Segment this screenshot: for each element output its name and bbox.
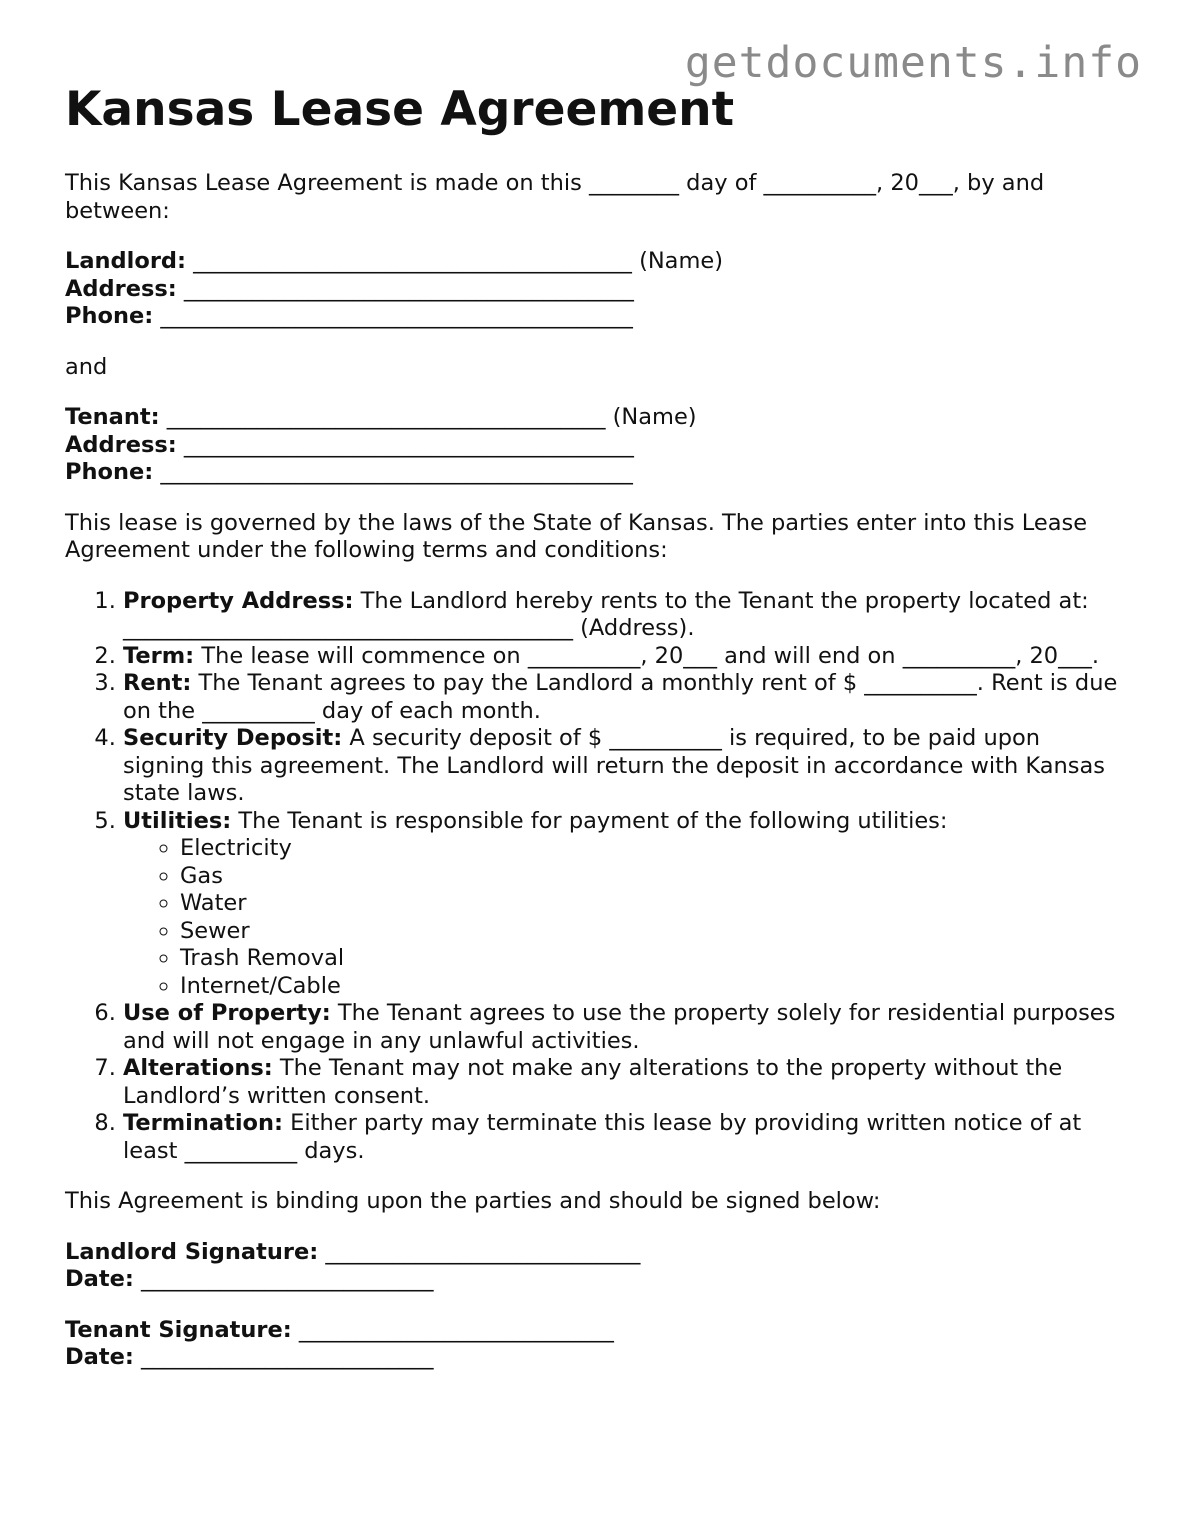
document-page bbox=[65, 80, 1125, 1395]
term-text: The Tenant agrees to pay the Landlord a monthly rent of $ __________. Rent is due on the __________ day of each month. bbox=[123, 670, 1118, 724]
term-item-rent bbox=[123, 670, 1125, 725]
landlord-signature-field: ____________________________ bbox=[318, 1238, 641, 1265]
tenant-address-line bbox=[65, 432, 1125, 460]
term-label: Security Deposit: bbox=[123, 725, 343, 751]
landlord-signature-label: Landlord Signature: bbox=[65, 1238, 319, 1265]
term-item-use-of-property bbox=[123, 1000, 1125, 1055]
intro-paragraph: This Kansas Lease Agreement is made on this ________ day of __________, 20___, by and between: bbox=[65, 170, 1045, 224]
tenant-date-label: Date: bbox=[65, 1344, 134, 1370]
landlord-address-field: ________________________________________ bbox=[176, 275, 634, 302]
term-label: Property Address: bbox=[123, 587, 354, 614]
landlord-address-label: Address: bbox=[65, 275, 177, 302]
utilities-list bbox=[123, 835, 1125, 1000]
term-item-security-deposit bbox=[123, 725, 1125, 808]
term-text: The Tenant is responsible for payment of the following utilities: bbox=[231, 807, 948, 834]
tenant-name-line bbox=[65, 404, 1125, 432]
tenant-phone-line bbox=[65, 459, 1125, 487]
landlord-name-label: Landlord: bbox=[65, 248, 187, 274]
governed-paragraph: This lease is governed by the laws of the State of Kansas. The parties enter into this Lease Agreement under the following terms and conditions: bbox=[65, 509, 1088, 563]
landlord-signature-line bbox=[65, 1239, 1125, 1267]
tenant-date-field: __________________________ bbox=[133, 1344, 434, 1370]
term-label: Term: bbox=[123, 642, 195, 669]
utility-item: ◦ Trash Removal bbox=[180, 945, 1125, 973]
utility-item: ◦ Gas bbox=[180, 863, 1125, 891]
term-text: The Landlord hereby rents to the Tenant the property located at: ________________________________________ (Address). bbox=[123, 587, 1089, 641]
document-title: Kansas Lease Agreement bbox=[65, 82, 735, 137]
tenant-address-field: ________________________________________ bbox=[176, 431, 634, 458]
term-item-property-address bbox=[123, 588, 1125, 643]
landlord-signature-block bbox=[65, 1239, 1125, 1294]
landlord-phone-label: Phone: bbox=[65, 303, 154, 329]
landlord-phone-line bbox=[65, 303, 1125, 331]
landlord-date-label: Date: bbox=[65, 1266, 134, 1292]
landlord-date-line bbox=[65, 1266, 1125, 1294]
term-item-termination bbox=[123, 1110, 1125, 1165]
utility-item: ◦ Sewer bbox=[180, 918, 1125, 946]
tenant-date-line bbox=[65, 1344, 1125, 1372]
term-item-alterations bbox=[123, 1055, 1125, 1110]
and-text: and bbox=[65, 353, 108, 380]
tenant-name-field: _______________________________________ (Name) bbox=[159, 404, 697, 430]
watermark: getdocuments.info bbox=[684, 38, 1142, 88]
utility-item: ◦ Electricity bbox=[180, 835, 1125, 863]
landlord-block bbox=[65, 248, 1125, 331]
term-item-term bbox=[123, 643, 1125, 671]
tenant-signature-field: ____________________________ bbox=[291, 1316, 614, 1343]
tenant-signature-block bbox=[65, 1317, 1125, 1372]
term-text: The Tenant agrees to use the property solely for residential purposes and will not engage in any unlawful activities. bbox=[123, 1000, 1116, 1054]
tenant-address-label: Address: bbox=[65, 431, 177, 458]
binding-paragraph: This Agreement is binding upon the parties and should be signed below: bbox=[65, 1188, 881, 1214]
landlord-address-line bbox=[65, 276, 1125, 304]
term-label: Utilities: bbox=[123, 807, 232, 834]
term-label: Use of Property: bbox=[123, 1000, 331, 1026]
tenant-block bbox=[65, 404, 1125, 487]
terms-list bbox=[65, 588, 1125, 1166]
tenant-phone-label: Phone: bbox=[65, 459, 154, 485]
term-label: Alterations: bbox=[123, 1055, 273, 1081]
tenant-name-label: Tenant: bbox=[65, 404, 160, 430]
term-text: The lease will commence on __________, 20___ and will end on __________, 20___. bbox=[194, 642, 1100, 669]
term-text: Either party may terminate this lease by providing written notice of at least __________ days. bbox=[123, 1110, 1082, 1164]
landlord-date-field: __________________________ bbox=[133, 1266, 434, 1292]
term-text: A security deposit of $ __________ is required, to be paid upon signing this agreement. The Landlord will return the deposit in accordance with Kansas state laws. bbox=[123, 725, 1105, 806]
landlord-name-line bbox=[65, 248, 1125, 276]
tenant-signature-line bbox=[65, 1317, 1125, 1345]
term-label: Termination: bbox=[123, 1110, 284, 1136]
term-label: Rent: bbox=[123, 670, 192, 696]
term-item-utilities bbox=[123, 808, 1125, 1001]
tenant-phone-field: __________________________________________ bbox=[153, 459, 633, 485]
utility-item: ◦ Water bbox=[180, 890, 1125, 918]
landlord-phone-field: __________________________________________ bbox=[153, 303, 633, 329]
term-text: The Tenant may not make any alterations to the property without the Landlord’s written consent. bbox=[123, 1055, 1063, 1109]
landlord-name-field: _______________________________________ (Name) bbox=[186, 248, 724, 274]
utility-item: ◦ Internet/Cable bbox=[180, 973, 1125, 1001]
tenant-signature-label: Tenant Signature: bbox=[65, 1316, 292, 1343]
